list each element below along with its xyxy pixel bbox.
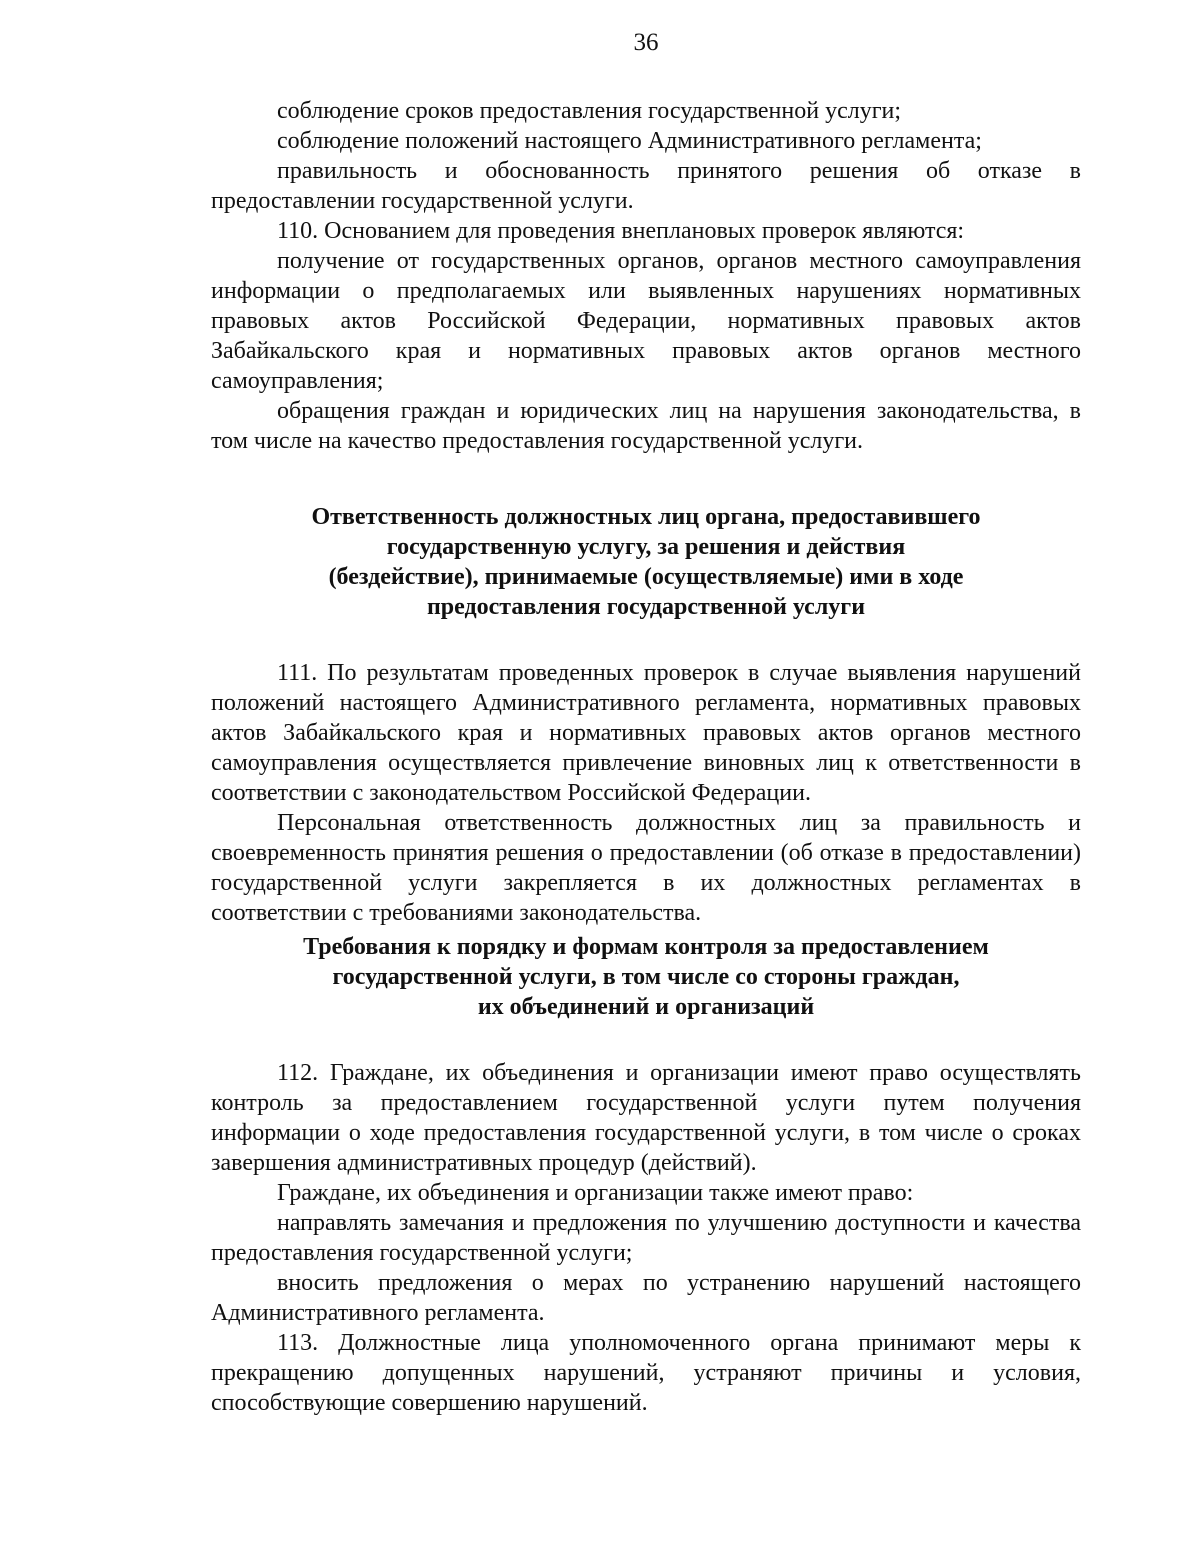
- section-heading-responsibility: [211, 502, 1081, 622]
- paragraph: правильность и обоснованность принятого решения об отказе в предоставлении государственной услуги.: [211, 158, 1081, 214]
- section-control-requirements: [211, 1058, 1081, 1418]
- paragraph: обращения граждан и юридических лиц на нарушения законодательства, в том числе на качество предоставления государственной услуги.: [211, 398, 1081, 454]
- heading-line: государственной услуги, в том числе со стороны граждан,: [332, 964, 960, 990]
- section-heading-control-requirements: [211, 932, 1081, 1022]
- paragraph: получение от государственных органов, органов местного самоуправления информации о предполагаемых или выявленных нарушениях нормативных правовых актов Российской Федерации, нормативных правовых актов Забайкальского края и нормативных правовых актов органов местного самоуправления;: [211, 248, 1081, 394]
- paragraph: соблюдение положений настоящего Административного регламента;: [277, 128, 982, 154]
- paragraph: 110. Основанием для проведения внеплановых проверок являются:: [277, 218, 965, 244]
- paragraph: 111. По результатам проведенных проверок в случае выявления нарушений положений настоящего Административного регламента, нормативных правовых актов Забайкальского края и нормативных правовых актов органов местного самоуправления осуществляется привлечение виновных лиц к ответственности в соответствии с законодательством Российской Федерации.: [211, 660, 1081, 806]
- paragraph: направлять замечания и предложения по улучшению доступности и качества предоставления государственной услуги;: [211, 1210, 1081, 1266]
- paragraph: Персональная ответственность должностных лиц за правильность и своевременность принятия решения о предоставлении (об отказе в предоставлении) государственной услуги закрепляется в их должностных регламентах в соответствии с требованиями законодательства.: [211, 810, 1081, 926]
- document-page: [211, 28, 1081, 1418]
- page-number: 36: [633, 29, 659, 56]
- heading-line: Требования к порядку и формам контроля за предоставлением: [303, 934, 989, 960]
- section-responsibility: [211, 658, 1081, 928]
- paragraph: соблюдение сроков предоставления государственной услуги;: [277, 98, 902, 124]
- heading-line: предоставления государственной услуги: [426, 594, 866, 620]
- paragraph: 113. Должностные лица уполномоченного органа принимают меры к прекращению допущенных нарушений, устраняют причины и условия, способствующие совершению нарушений.: [211, 1330, 1081, 1416]
- section-inspection-criteria: [211, 96, 1081, 456]
- heading-line: государственную услугу, за решения и действия: [386, 534, 906, 560]
- paragraph: 112. Граждане, их объединения и организации имеют право осуществлять контроль за предоставлением государственной услуги путем получения информации о ходе предоставления государственной услуги, в том числе о сроках завершения административных процедур (действий).: [211, 1060, 1081, 1176]
- heading-line: Ответственность должностных лиц органа, предоставившего: [311, 504, 981, 530]
- heading-line: их объединений и организаций: [477, 994, 815, 1020]
- heading-line: (бездействие), принимаемые (осуществляемые) ими в ходе: [328, 564, 964, 590]
- paragraph: вносить предложения о мерах по устранению нарушений настоящего Административного регламента.: [211, 1270, 1081, 1326]
- paragraph: Граждане, их объединения и организации также имеют право:: [277, 1180, 914, 1206]
